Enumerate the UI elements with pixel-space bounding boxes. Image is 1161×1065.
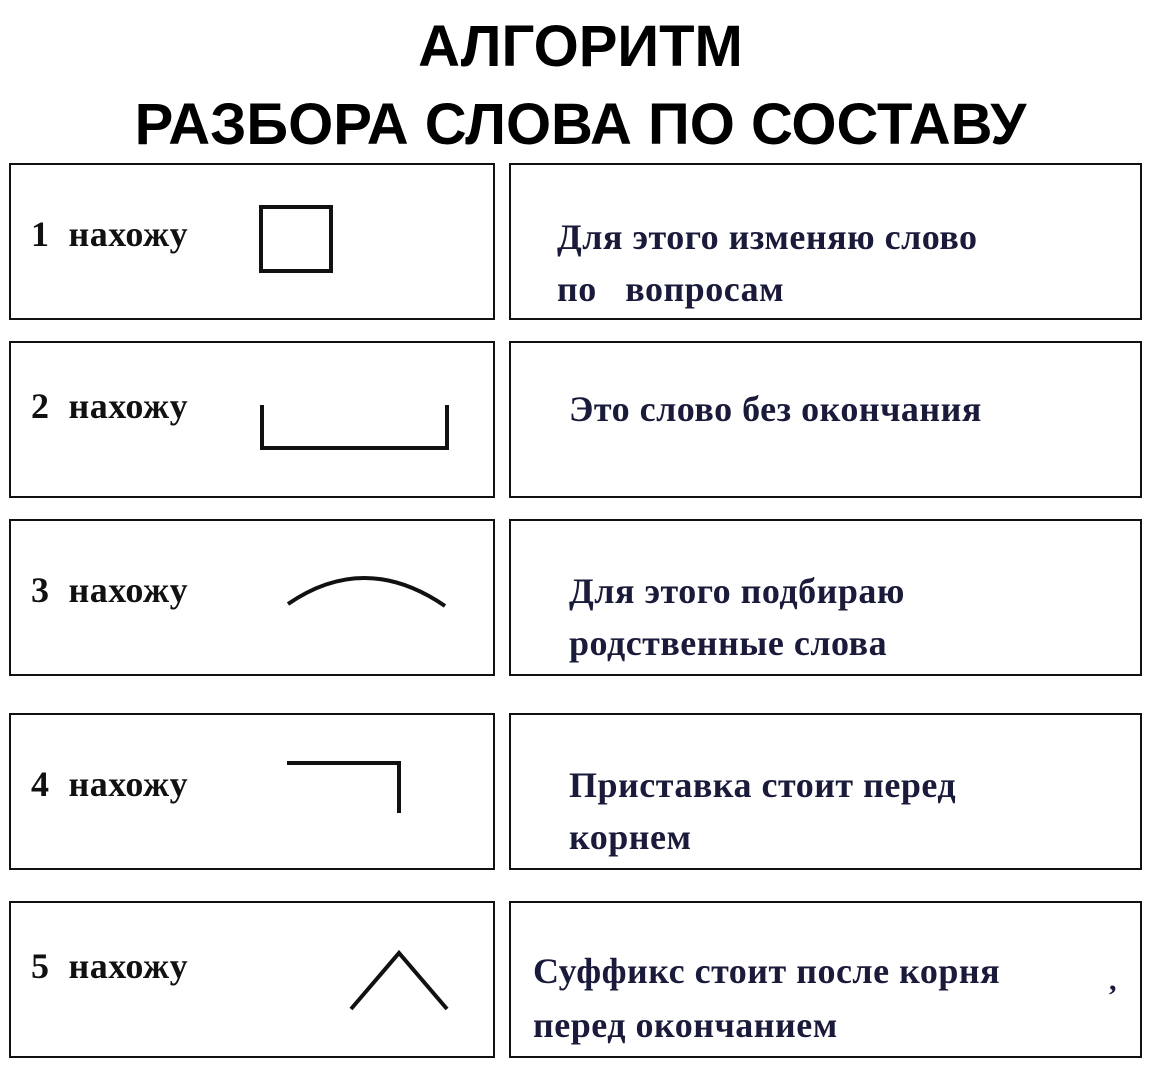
step-5-description-line-1: Суффикс стоит после корня [533, 951, 1001, 991]
step-5-trailing-comma: , [1109, 964, 1117, 997]
step-5-description-box [509, 901, 1142, 1058]
step-3-description-line-2: родственные слова [569, 623, 888, 663]
step-1-description-box [509, 163, 1142, 320]
step-4-description-line-2: корнем [569, 817, 692, 857]
step-2-description-box [509, 341, 1142, 498]
step-2-label: 2 нахожу [31, 386, 189, 426]
page-title-line-2: РАЗБОРА СЛОВА ПО СОСТАВУ [134, 92, 1027, 157]
step-1-description-line-1: Для этого изменяю слово [557, 217, 978, 257]
ending-square-icon [259, 205, 335, 275]
step-3-box [9, 519, 495, 676]
step-2-description-line-1: Это слово без окончания [569, 389, 982, 429]
step-5-box [9, 901, 495, 1058]
root-arc-icon [285, 561, 449, 611]
base-bracket-icon [259, 403, 451, 453]
step-1-label: 1 нахожу [31, 214, 189, 254]
prefix-corner-icon [285, 759, 405, 815]
suffix-caret-icon [347, 949, 451, 1013]
step-5-description-line-2: перед окончанием [533, 1005, 838, 1045]
step-4-label: 4 нахожу [31, 764, 189, 804]
page-title-line-1: АЛГОРИТМ [418, 14, 743, 79]
step-3-description-line-1: Для этого подбираю [569, 571, 905, 611]
step-2-box [9, 341, 495, 498]
step-1-description-line-2: по вопросам [557, 269, 785, 309]
step-3-description-box [509, 519, 1142, 676]
step-1-box [9, 163, 495, 320]
step-5-label: 5 нахожу [31, 946, 189, 986]
step-3-label: 3 нахожу [31, 570, 189, 610]
step-4-box [9, 713, 495, 870]
step-4-description-box [509, 713, 1142, 870]
step-4-description-line-1: Приставка стоит перед [569, 765, 957, 805]
